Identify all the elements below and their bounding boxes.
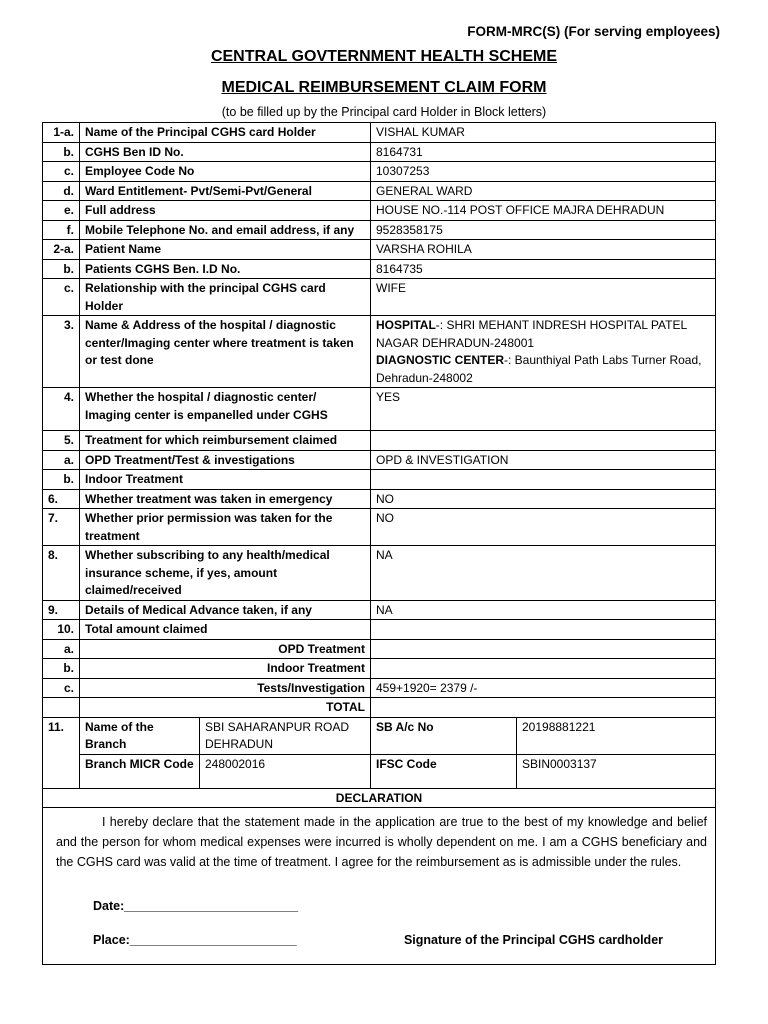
table-row: [43, 678, 716, 698]
diagnostic-value: -: Baunthiyal Path Labs Turner Road, Dehradun-248002: [376, 353, 702, 385]
table-row: [43, 600, 716, 620]
field-label: OPD Treatment/Test & investigations: [80, 450, 371, 470]
table-row: [43, 201, 716, 221]
row-number: 9.: [43, 600, 80, 620]
field-label: Patients CGHS Ben. I.D No.: [80, 259, 371, 279]
ward-entitlement-value: GENERAL WARD: [371, 181, 716, 201]
patient-ben-id-value: 8164735: [371, 259, 716, 279]
field-label: Whether subscribing to any health/medical insurance scheme, if yes, amount claimed/received: [80, 546, 371, 601]
row-number: 7.: [43, 509, 80, 546]
patient-name-value: VARSHA ROHILA: [371, 240, 716, 260]
signature-label: Signature of the Principal CGHS cardholder: [403, 933, 664, 947]
declaration-row: [43, 808, 716, 965]
micr-value: 248002016: [200, 754, 371, 788]
total-value: [371, 698, 716, 718]
table-row: [43, 123, 716, 143]
row-number: 6.: [43, 489, 80, 509]
form-title: MEDICAL REIMBURSEMENT CLAIM FORM: [221, 79, 547, 96]
row-number: b.: [43, 659, 80, 679]
row-number: c.: [43, 678, 80, 698]
row-number: 1-a.: [43, 123, 80, 143]
table-row: [43, 698, 716, 718]
cghs-ben-id-value: 8164731: [371, 142, 716, 162]
insurance-value: NA: [371, 546, 716, 601]
emergency-value: NO: [371, 489, 716, 509]
table-row: [43, 620, 716, 640]
row-number: [43, 754, 80, 788]
table-row: [43, 142, 716, 162]
row-number: d.: [43, 181, 80, 201]
row-number: 2-a.: [43, 240, 80, 260]
bank-row: [43, 717, 716, 754]
table-row: [43, 470, 716, 490]
declaration-box: [43, 808, 716, 965]
row-number: e.: [43, 201, 80, 221]
total-label: TOTAL: [80, 698, 371, 718]
table-row: [43, 450, 716, 470]
principal-name-value: VISHAL KUMAR: [371, 123, 716, 143]
declaration-footer: [43, 872, 715, 964]
row-number: [43, 698, 80, 718]
total-amount-value: [371, 620, 716, 640]
claim-table: [42, 122, 716, 965]
row-number: 10.: [43, 620, 80, 640]
declaration-text: I hereby declare that the statement made in the application are true to the best of my knowledge and belief and the person for whom medical expenses were incurred is wholly dependent on me. I am a CGHS beneficiary and the CGHS card was valid at the time of treatment. I agree for the reimbursement as is admissible under the rules.: [56, 815, 708, 869]
row-number: b.: [43, 142, 80, 162]
micr-label: Branch MICR Code: [80, 754, 200, 788]
field-label: Whether treatment was taken in emergency: [80, 489, 371, 509]
table-row: [43, 220, 716, 240]
field-label: Name of the Principal CGHS card Holder: [80, 123, 371, 143]
date-field: Date:_________________________: [93, 899, 299, 913]
table-row: [43, 639, 716, 659]
row-number: f.: [43, 220, 80, 240]
table-row: [43, 388, 716, 431]
field-label: Name & Address of the hospital / diagnostic center/Imaging center where treatment is taken or test done: [80, 316, 371, 388]
table-row: [43, 240, 716, 260]
field-label: Whether the hospital / diagnostic center/ Imaging center is empanelled under CGHS: [80, 388, 371, 431]
prior-permission-value: NO: [371, 509, 716, 546]
field-label: Ward Entitlement- Pvt/Semi-Pvt/General: [80, 181, 371, 201]
table-row: [43, 259, 716, 279]
ifsc-value: SBIN0003137: [517, 754, 716, 788]
row-number: b.: [43, 470, 80, 490]
hospital-value: -: SHRI MEHANT INDRESH HOSPITAL PATEL NAGAR DEHRADUN-248001: [376, 318, 687, 350]
tests-amount-value: 459+1920= 2379 /-: [371, 678, 716, 698]
row-number: 4.: [43, 388, 80, 431]
field-label: Mobile Telephone No. and email address, if any: [80, 220, 371, 240]
field-label: Tests/Investigation: [80, 678, 371, 698]
field-label: CGHS Ben ID No.: [80, 142, 371, 162]
hospital-address-value: [371, 316, 716, 388]
declaration-heading-row: [43, 788, 716, 808]
declaration-heading: DECLARATION: [43, 788, 716, 808]
diagnostic-label: DIAGNOSTIC CENTER: [376, 353, 505, 367]
scheme-title: CENTRAL GOVTERNMENT HEALTH SCHEME: [210, 48, 558, 65]
row-number: 11.: [43, 717, 80, 754]
treatment-value: [371, 431, 716, 451]
bank-row: [43, 754, 716, 788]
row-number: 8.: [43, 546, 80, 601]
table-row: [43, 489, 716, 509]
account-value: 20198881221: [517, 717, 716, 754]
field-label: Total amount claimed: [80, 620, 371, 640]
empanelled-value: YES: [371, 388, 716, 431]
ifsc-label: IFSC Code: [371, 754, 517, 788]
opd-treatment-value: OPD & INVESTIGATION: [371, 450, 716, 470]
hospital-label: HOSPITAL: [376, 318, 436, 332]
row-number: 3.: [43, 316, 80, 388]
indoor-treatment-value: [371, 470, 716, 490]
table-row: [43, 509, 716, 546]
table-row: [43, 546, 716, 601]
field-label: Full address: [80, 201, 371, 221]
row-number: a.: [43, 450, 80, 470]
table-row: [43, 279, 716, 316]
table-row: [43, 316, 716, 388]
field-label: Whether prior permission was taken for the treatment: [80, 509, 371, 546]
table-row: [43, 431, 716, 451]
account-label: SB A/c No: [371, 717, 517, 754]
relationship-value: WIFE: [371, 279, 716, 316]
field-label: OPD Treatment: [80, 639, 371, 659]
full-address-value: HOUSE NO.-114 POST OFFICE MAJRA DEHRADUN: [371, 201, 716, 221]
employee-code-value: 10307253: [371, 162, 716, 182]
row-number: a.: [43, 639, 80, 659]
opd-amount-value: [371, 639, 716, 659]
field-label: Indoor Treatment: [80, 659, 371, 679]
field-label: Details of Medical Advance taken, if any: [80, 600, 371, 620]
form-code: FORM-MRC(S) (For serving employees): [467, 24, 720, 39]
row-number: c.: [43, 162, 80, 182]
table-row: [43, 659, 716, 679]
indoor-amount-value: [371, 659, 716, 679]
table-row: [43, 162, 716, 182]
medical-advance-value: NA: [371, 600, 716, 620]
field-label: Indoor Treatment: [80, 470, 371, 490]
row-number: b.: [43, 259, 80, 279]
field-label: Relationship with the principal CGHS card Holder: [80, 279, 371, 316]
field-label: Patient Name: [80, 240, 371, 260]
place-field: Place:________________________: [93, 933, 297, 947]
table-row: [43, 181, 716, 201]
form-subtitle: (to be filled up by the Principal card Holder in Block letters): [221, 105, 547, 119]
row-number: 5.: [43, 431, 80, 451]
row-number: c.: [43, 279, 80, 316]
branch-label: Name of the Branch: [80, 717, 200, 754]
branch-value: SBI SAHARANPUR ROAD DEHRADUN: [200, 717, 371, 754]
field-label: Employee Code No: [80, 162, 371, 182]
mobile-value: 9528358175: [371, 220, 716, 240]
field-label: Treatment for which reimbursement claimed: [80, 431, 371, 451]
